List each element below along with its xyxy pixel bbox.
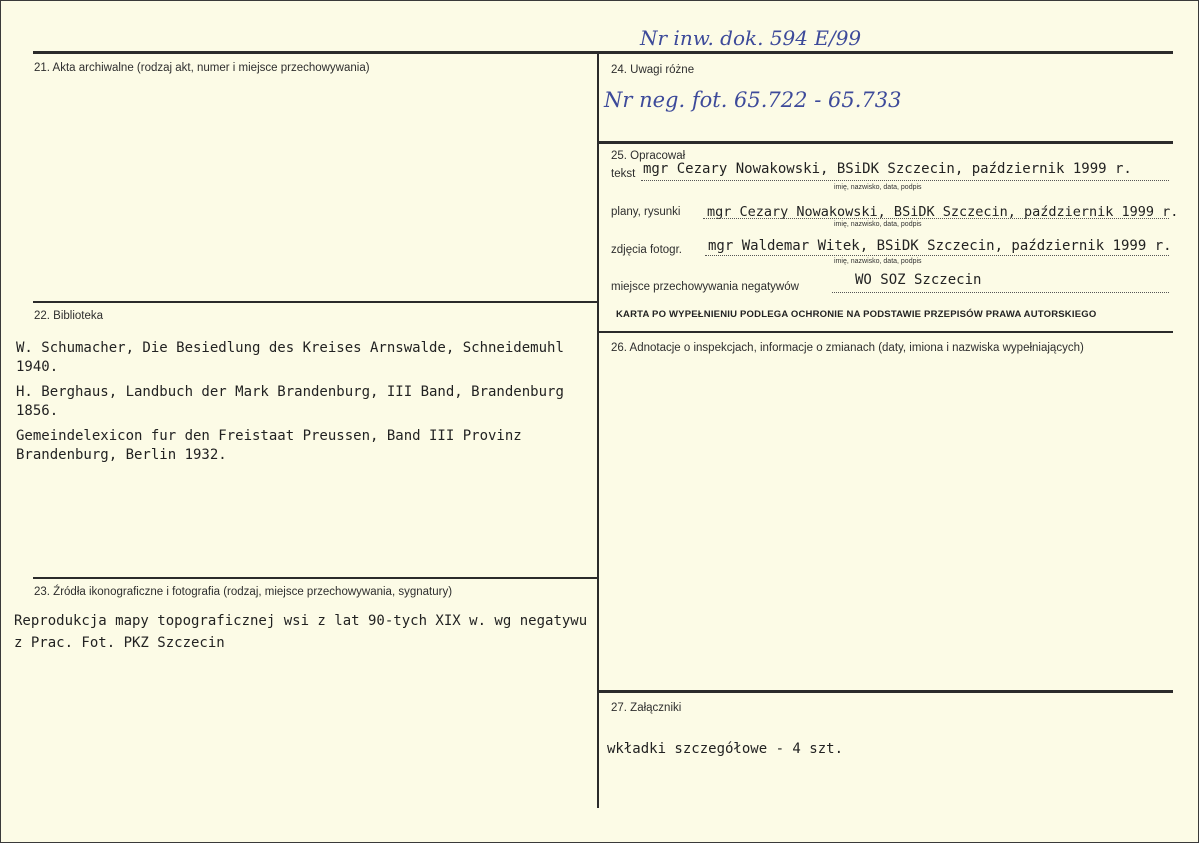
negatywy-value: WO SOZ Szczecin [855, 272, 982, 288]
iconography-text: Reprodukcja mapy topograficznej wsi z lat 90-tych XIX w. wg negatywu z Prac. Fot. PKZ Szczecin [14, 613, 588, 651]
attachments-text: wkładki szczegółowe - 4 szt. [607, 741, 844, 757]
tekst-caption: imię, nazwisko, data, podpis [834, 184, 922, 191]
section-27-title: 27. Załączniki [611, 702, 682, 714]
zdjecia-label: zdjęcia fotogr. [611, 244, 682, 256]
negative-numbers-note: Nr neg. fot. 65.722 - 65.733 [604, 88, 902, 112]
inventory-number: Nr inw. dok. 594 E/99 [640, 26, 862, 50]
copyright-notice: KARTA PO WYPEŁNIENIU PODLEGA OCHRONIE NA PODSTAWIE PRZEPISÓW PRAWA AUTORSKIEGO [616, 309, 1097, 320]
tekst-label: tekst [611, 168, 636, 180]
tekst-dotted-line [641, 180, 1169, 181]
plany-caption: imię, nazwisko, data, podpis [834, 221, 922, 228]
plany-dotted-line [703, 218, 1169, 219]
bibliography-entry: H. Berghaus, Landbuch der Mark Brandenburg, III Band, Brandenburg 1856. [16, 384, 564, 419]
center-divider [597, 51, 599, 808]
bibliography-list [16, 339, 586, 471]
rule-27 [598, 690, 1173, 693]
zdjecia-caption: imię, nazwisko, data, podpis [834, 258, 922, 265]
section-24-title: 24. Uwagi różne [611, 64, 695, 76]
section-21-title: 21. Akta archiwalne (rodzaj akt, numer i miejsce przechowywania) [34, 62, 370, 74]
bibliography-entry: W. Schumacher, Die Besiedlung des Kreises Arnswalde, Schneidemuhl 1940. [16, 340, 564, 375]
section-25-title: 25. Opracował [611, 150, 686, 162]
rule-26 [598, 331, 1173, 333]
bibliography-entry: Gemeindelexicon fur den Freistaat Preussen, Band III Provinz Brandenburg, Berlin 1932. [16, 428, 522, 463]
top-rule [33, 51, 1173, 54]
zdjecia-dotted-line [705, 255, 1169, 256]
tekst-value: mgr Cezary Nowakowski, BSiDK Szczecin, październik 1999 r. [643, 161, 1132, 177]
zdjecia-value: mgr Waldemar Witek, BSiDK Szczecin, październik 1999 r. [708, 238, 1172, 254]
rule-23 [33, 577, 598, 579]
plany-value: mgr Cezary Nowakowski, BSiDK Szczecin, październik 1999 r. [707, 204, 1179, 220]
negatywy-label: miejsce przechowywania negatywów [611, 281, 799, 293]
section-22-title: 22. Biblioteka [34, 310, 104, 322]
rule-22 [33, 301, 598, 303]
plany-label: plany, rysunki [611, 206, 681, 218]
section-23-title: 23. Źródła ikonograficzne i fotografia (rodzaj, miejsce przechowywania, sygnatury) [34, 586, 453, 598]
section-26-title: 26. Adnotacje o inspekcjach, informacje o zmianach (daty, imiona i nazwiska wypełniających) [611, 342, 1084, 354]
negatywy-dotted-line [832, 292, 1169, 293]
rule-25 [598, 141, 1173, 144]
